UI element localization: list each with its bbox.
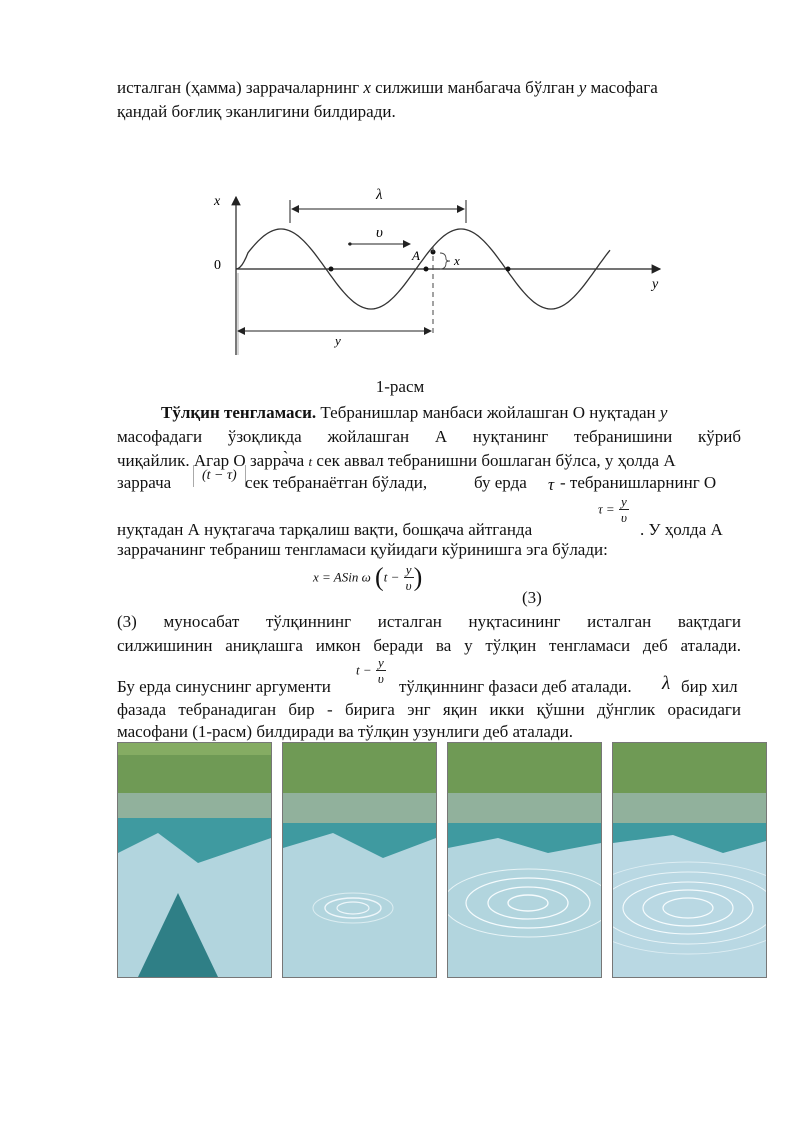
wave-node <box>329 267 334 272</box>
velocity-label: υ <box>376 225 383 241</box>
figure-caption: 1-расм <box>375 377 425 396</box>
section-line-9b: тўлқиннинг фазаси деб аталади. <box>399 677 632 696</box>
equation-number: (3) <box>522 588 542 607</box>
section-line-4a: заррача <box>117 473 172 492</box>
wave-node <box>506 267 511 272</box>
wave-diagram <box>200 185 680 365</box>
tau-formula: τ = $\frac{y}{\upsilon}$ <box>598 494 627 525</box>
section-line-5a: нуқтадан А нуқтагача тарқалиш вақти, бошқача айтганда <box>117 520 533 539</box>
section-line-8: силжишинин аниқлашга имкон беради ва у тўлқин тенгламаси деб аталади. <box>117 636 741 655</box>
displacement-brace <box>440 253 450 269</box>
wave-diagram-svg <box>200 185 680 365</box>
lambda-label: λ <box>376 187 383 203</box>
displacement-label: x <box>454 253 460 268</box>
lake-image-3 <box>448 743 601 977</box>
section-line-3: чиқайлик. Агар О зарра̀ча t сек аввал тебранишни бошлаган бўлса, у ҳолда А <box>117 451 676 470</box>
axis-y-label: y <box>652 277 659 292</box>
intro-line-2: қандай боғлиқ эканлигини билдиради. <box>117 102 396 121</box>
section-line-7: (3) муносабат тўлқиннинг исталган нуқтасининг исталган вақтдаги <box>117 612 741 631</box>
ripple-photo-3 <box>447 742 602 978</box>
section-line-9c: бир хил <box>681 677 738 696</box>
axis-x-label: x <box>214 194 221 209</box>
section-line-11: масофани (1-расм) билдиради ва тўлқин узунлиги деб аталади. <box>117 722 573 741</box>
ripple-photo-2 <box>282 742 437 978</box>
ripple-photo-4 <box>612 742 767 978</box>
ripple-photo-1 <box>117 742 272 978</box>
lambda-symbol: λ <box>662 673 671 694</box>
section-line-4b: сек тебранаётган бўлади, <box>245 473 428 492</box>
distance-label: y <box>335 333 341 348</box>
section-line-1: Тўлқин тенгламаси. Тебранишлар манбаси жойлашган О нуқтадан у <box>161 403 668 422</box>
section-line-4d: - тебранишларнинг О <box>560 473 717 492</box>
section-line-4c: бу ерда <box>474 473 527 492</box>
lake-image-2 <box>283 743 436 977</box>
section-heading: Тўлқин тенгламаси. <box>161 403 317 422</box>
time-difference-expr: (t − τ) <box>193 465 246 487</box>
point-a-label: A <box>412 248 420 263</box>
section-line-5b: . У ҳолда А <box>640 520 723 539</box>
section-line-6: заррачанинг тебраниш тенгламаси қуйидаги кўринишга эга бўлади: <box>117 540 608 559</box>
phase-argument: t − $\frac{y}{\upsilon}$ <box>356 655 384 686</box>
intro-line-1: исталган (ҳамма) заррачаларнинг x силжиши манбагача бўлган у масофага <box>117 78 658 97</box>
ripple-photo-strip <box>117 742 767 978</box>
tau-symbol: τ <box>548 475 555 494</box>
section-line-10: фазада тебранадиган бир - бирига энг яқин икки қўшни дўнглик орасидаги <box>117 700 741 719</box>
wave-equation: x = ASin ω (t − $\frac{y}{\upsilon}$ ) <box>313 562 423 593</box>
origin-label: 0 <box>214 258 221 273</box>
lake-image-4 <box>613 743 766 977</box>
section-line-9a: Бу ерда синуснинг аргументи <box>117 677 331 696</box>
section-line-2: масофадаги ўзоқликда жойлашган А нуқтанинг тебранишини кўриб <box>117 427 741 446</box>
wave-node <box>424 267 429 272</box>
lake-image-1 <box>118 743 271 977</box>
